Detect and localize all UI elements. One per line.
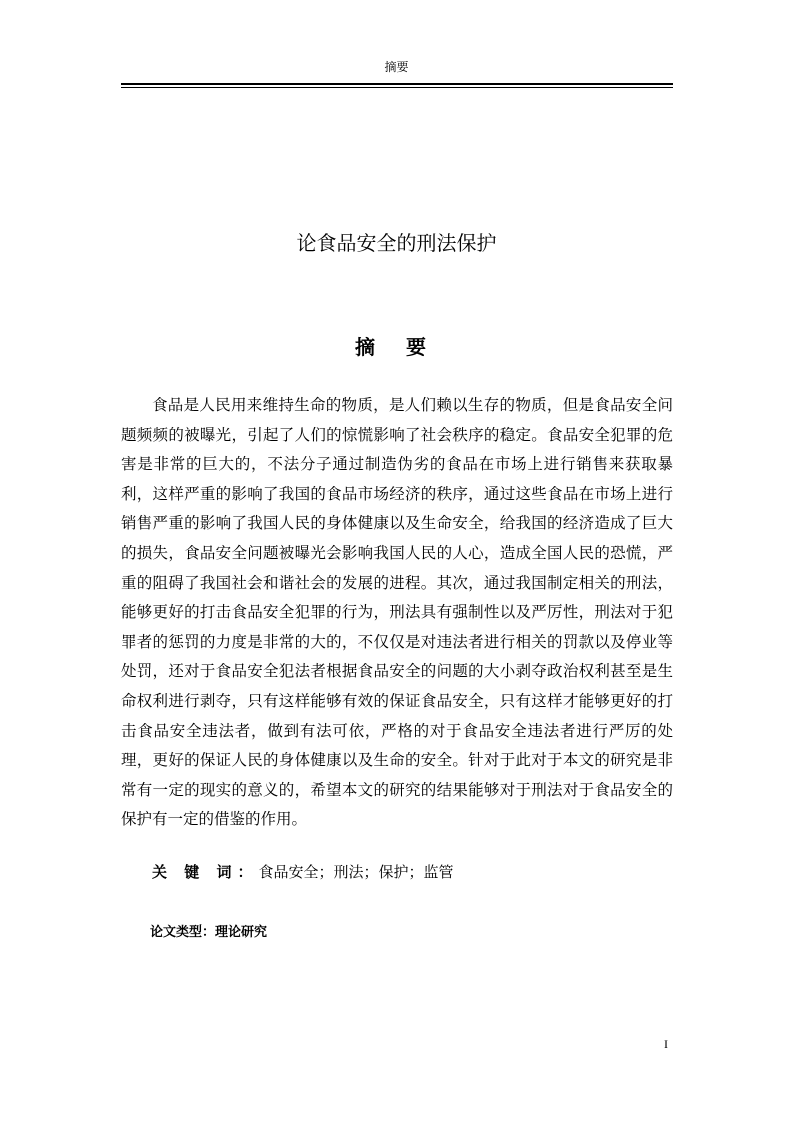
abstract-heading: 摘 要 <box>355 335 438 359</box>
header-rule-thin <box>121 87 673 88</box>
running-header: 摘要 <box>384 60 409 74</box>
abstract-body: 食品是人民用来维持生命的物质，是人们赖以生存的物质，但是食品安全问题频频的被曝光，引起了人们的惊慌影响了社会秩序的稳定。食品安全犯罪的危害是非常的巨大的，不法分子通过制造伪劣的食品在市场上进行销售来获取暴利，这样严重的影响了我国的食品市场经济的秩序，通过这些食品在市场上进行销售严重的影响了我国人民的身体健康以及生命安全，给我国的经济造成了巨大的损失，食品安全问题被曝光会影响我国人民的人心，造成全国人民的恐慌，严重的阻碍了我国社会和谐社会的发展的进程。其次，通过我国制定相关的刑法，能够更好的打击食品安全犯罪的行为，刑法具有强制性以及严厉性，刑法对于犯罪者的惩罚的力度是非常的大的，不仅仅是对违法者进行相关的罚款以及停业等处罚，还对于食品安全犯法者根据食品安全的问题的大小剥夺政治权利甚至是生命权利进行剥夺，只有这样能够有效的保证食品安全，只有这样才能够更好的打击食品安全违法者，做到有法可依，严格的对于食品安全违法者进行严厉的处理，更好的保证人民的身体健康以及生命的安全。针对于此对于本文的研究是非常有一定的现实的意义的，希望本文的研究的结果能够对于刑法对于食品安全的保护有一定的借鉴的作用。 <box>121 396 673 829</box>
header-rule-thick <box>121 83 673 85</box>
page-number: I <box>664 1037 668 1051</box>
keywords-label: 关 键 词： <box>152 863 259 881</box>
keywords-line <box>152 858 673 886</box>
document-title: 论食品安全的刑法保护 <box>296 231 497 255</box>
keywords-value: 食品安全；刑法；保护；监管 <box>258 863 454 881</box>
paper-type: 论文类型：理论研究 <box>150 925 268 940</box>
